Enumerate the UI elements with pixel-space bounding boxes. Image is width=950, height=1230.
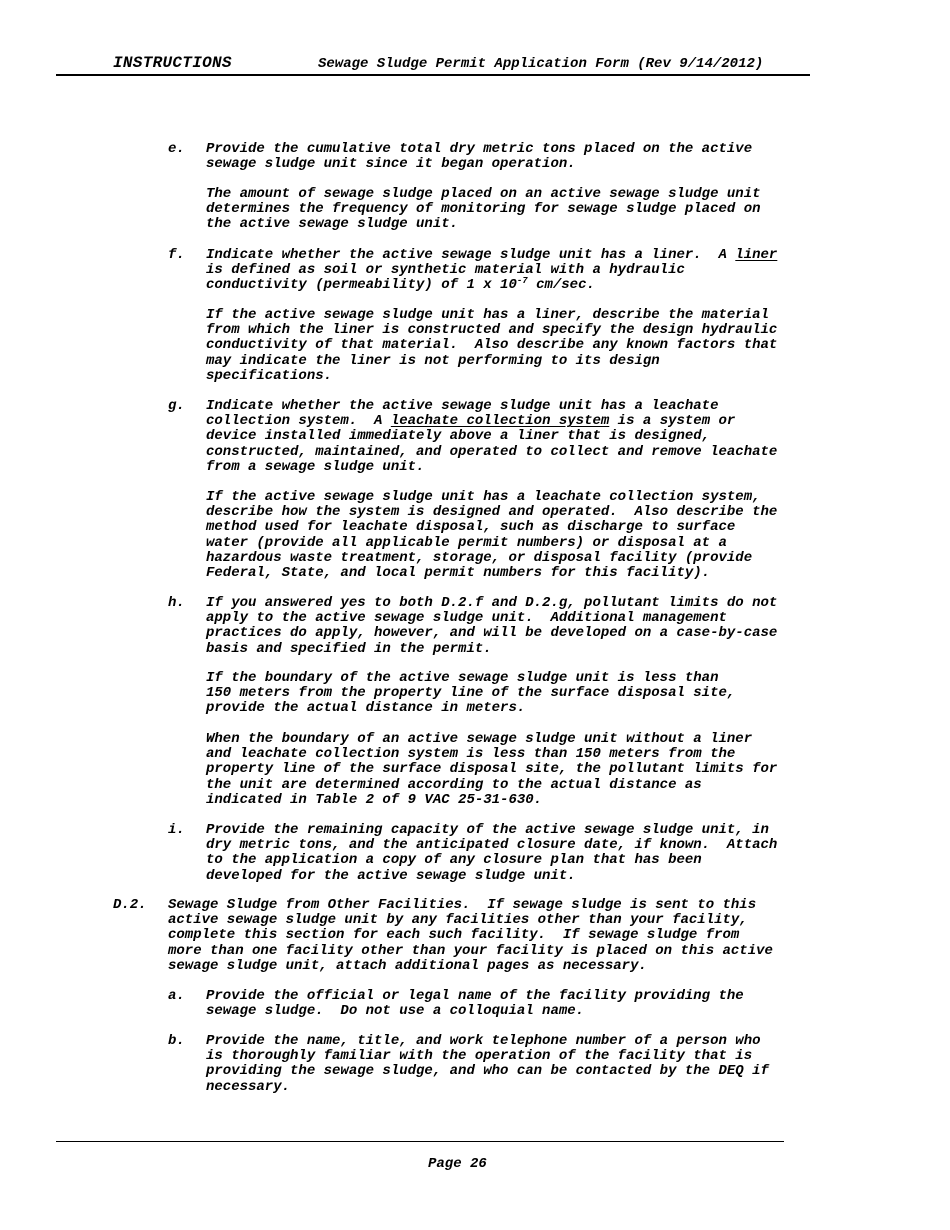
item-i-label: i.	[168, 822, 185, 838]
section-d2-text: Sewage Sludge from Other Facilities. If sewage sludge is sent to this active sewage sludge unit by any facilities other than your facility, complete this section for each such facility. If sewage sludge from more than one facility other than your facility is placed on this active sewage sludge unit, attach additional pages as necessary.	[168, 897, 773, 974]
section-d2-item-b-label: b.	[168, 1033, 185, 1049]
page-number: Page 26	[428, 1156, 487, 1172]
item-g-note: If the active sewage sludge unit has a leachate collection system, describe how the system is designed and operated. Also describe the method used for leachate disposal, such as discharge to surface water (provide all applicable permit numbers) or disposal at a hazardous waste treatment, storage, or disposal facility (provide Federal, State, and local permit numbers for this facility).	[206, 489, 778, 582]
section-d2-item-b-text: Provide the name, title, and work telephone number of a person who is thoroughly familiar with the operation of the facility that is providing the sewage sludge, and who can be contacted by the DEQ if necessary.	[206, 1033, 769, 1095]
item-h-note-distance: If the boundary of the active sewage sludge unit is less than 150 meters from the property line of the surface disposal site, provide the actual distance in meters.	[206, 670, 736, 717]
item-g-text: Indicate whether the active sewage sludge unit has a leachate collection system. A leachate collection system is a system or device installed immediately above a liner that is designed, constructed, maintained, and operated to collect and remove leachate from a sewage sludge unit.	[206, 398, 778, 475]
item-h-note-limits: When the boundary of an active sewage sludge unit without a liner and leachate collection system is less than 150 meters from the property line of the surface disposal site, the pollutant limits for the unit are determined according to the actual distance as indicated in Table 2 of 9 VAC 25-31-630.	[206, 731, 778, 808]
item-h-text: If you answered yes to both D.2.f and D.2.g, pollutant limits do not apply to the active sewage sludge unit. Additional management practices do apply, however, and will be developed on a case-by-case basis and specified in the permit.	[206, 595, 778, 657]
header-section-label: INSTRUCTIONS	[113, 54, 232, 72]
section-d2-item-a-text: Provide the official or legal name of the facility providing the sewage sludge. Do not use a colloquial name.	[206, 988, 744, 1020]
term-liner: liner	[735, 247, 778, 263]
item-i-text: Provide the remaining capacity of the active sewage sludge unit, in dry metric tons, and the anticipated closure date, if known. Attach to the application a copy of any closure plan that has been developed for the active sewage sludge unit.	[206, 822, 778, 884]
item-f-text: Indicate whether the active sewage sludge unit has a liner. A liner is defined as soil or synthetic material with a hydraulic conductivity (permeability) of 1 x $10^{-7}$ cm/sec.	[206, 247, 778, 294]
section-d2-item-a-label: a.	[168, 988, 185, 1004]
item-e-note: The amount of sewage sludge placed on an active sewage sludge unit determines the frequency of monitoring for sewage sludge placed on the active sewage sludge unit.	[206, 186, 761, 233]
term-leachate-collection-system: leachate collection system	[390, 413, 610, 430]
item-f-note: If the active sewage sludge unit has a liner, describe the material from which the liner is constructed and specify the design hydraulic conductivity of that material. Also describe any known factors that may indicate the liner is not performing to its design specifications.	[206, 307, 778, 384]
header-divider	[56, 74, 810, 76]
section-d2-label: D.2.	[113, 897, 147, 913]
item-g-label: g.	[168, 398, 185, 414]
item-h-label: h.	[168, 595, 185, 611]
item-f-label: f.	[168, 247, 185, 263]
footer-divider	[56, 1141, 784, 1142]
exponent: -7	[516, 276, 528, 287]
item-e-text: Provide the cumulative total dry metric tons placed on the active sewage sludge unit since it began operation.	[206, 141, 753, 173]
item-e-label: e.	[168, 141, 185, 157]
header-form-title: Sewage Sludge Permit Application Form (Rev 9/14/2012)	[318, 56, 764, 72]
